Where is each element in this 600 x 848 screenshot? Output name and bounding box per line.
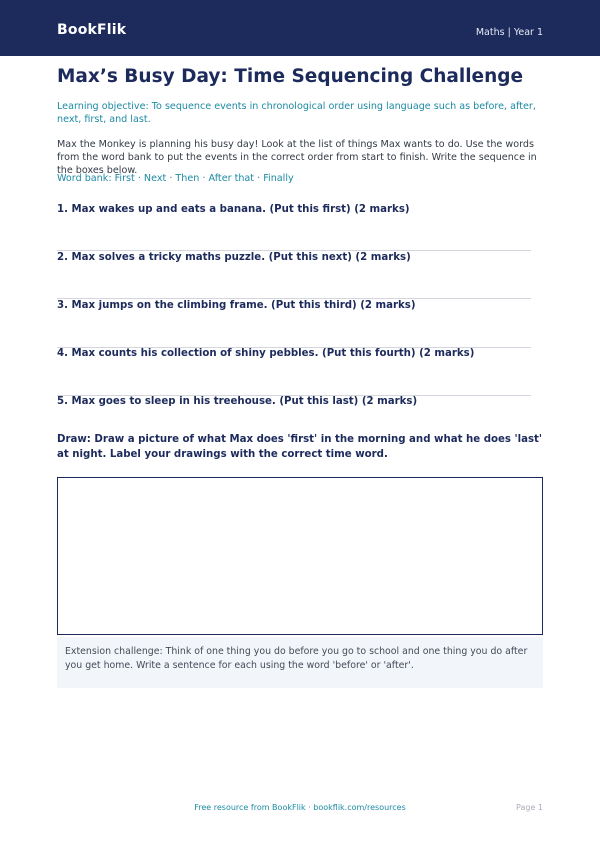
question-1: 1. Max wakes up and eats a banana. (Put this first) (2 marks)	[57, 204, 410, 215]
question-5: 5. Max goes to sleep in his treehouse. (Put this last) (2 marks)	[57, 396, 418, 407]
drawing-prompt: Draw: Draw a picture of what Max does 'first' in the morning and what he does 'last' at night. Label your drawings with the correct time word.	[57, 434, 543, 460]
brand-logo[interactable]: BookFlik	[57, 22, 127, 38]
footer-source[interactable]: Free resource from BookFlik · bookflik.com/resources	[194, 803, 406, 812]
drawing-box[interactable]	[57, 477, 543, 635]
worksheet-title: Max’s Busy Day: Time Sequencing Challenge	[57, 66, 524, 87]
question-3: 3. Max jumps on the climbing frame. (Put this third) (2 marks)	[57, 300, 416, 311]
page-number: Page 1	[516, 803, 543, 812]
question-4: 4. Max counts his collection of shiny pebbles. (Put this fourth) (2 marks)	[57, 348, 475, 359]
extension-challenge: Extension challenge: Think of one thing you do before you go to school and one thing you do after you get home. Write a sentence for each using the word 'before' or 'after'.	[57, 637, 543, 688]
header-bar	[0, 0, 600, 56]
word-bank: Word bank: First · Next · Then · After that · Finally	[57, 173, 294, 184]
subject-year-label: Maths | Year 1	[475, 27, 543, 38]
instructions: Max the Monkey is planning his busy day! Look at the list of things Max wants to do. Use the words from the word bank to put the events in the correct order from start to finish. Write the sequence in the boxes below.	[57, 139, 537, 176]
learning-objective: Learning objective: To sequence events in chronological order using language such as before, after, next, first, and last.	[57, 101, 536, 125]
question-2: 2. Max solves a tricky maths puzzle. (Put this next) (2 marks)	[57, 252, 411, 263]
